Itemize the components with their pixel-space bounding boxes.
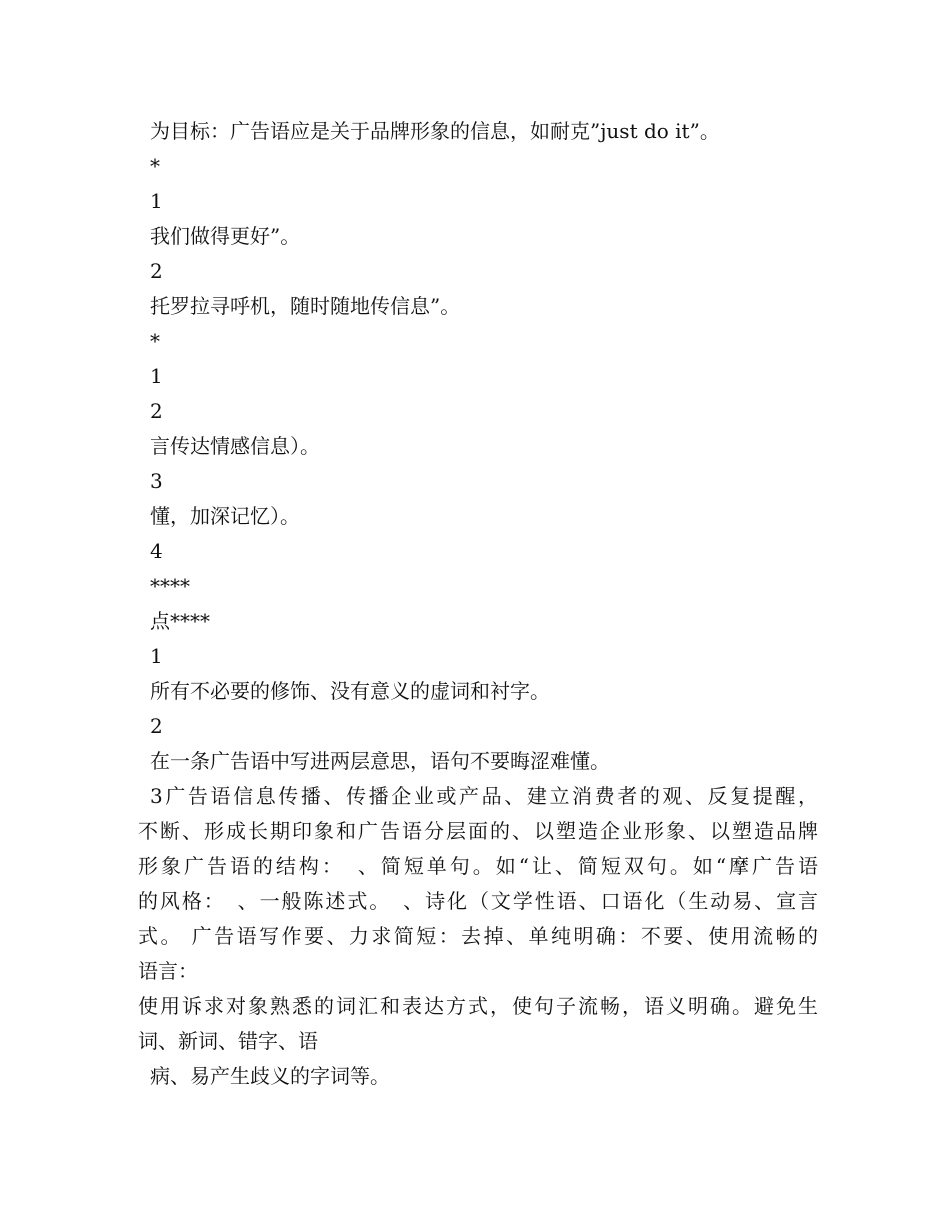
text-line: 2 [150,399,163,423]
text-line: 托罗拉寻呼机，随时随地传信息”。 [150,294,461,318]
text-line: 言传达情感信息）。 [150,434,320,458]
text-line: 病、易产生歧义的字词等。 [150,1064,390,1088]
text-line: 1 [150,189,163,213]
text-line: **** [150,574,190,598]
text-line: 3广告语信息传播、传播企业或产品、建立消费者的观、反复提醒， [150,784,818,808]
text-line: * [150,154,160,178]
text-line: 所有不必要的修饰、没有意义的虚词和衬字。 [150,679,550,703]
text-line: 点**** [150,609,210,633]
text-line: 2 [150,259,163,283]
text-line: 4 [150,539,163,563]
text-line: 懂，加深记忆）。 [150,504,300,528]
text-line: 我们做得更好”。 [150,224,301,248]
text-line: 词、新词、错字、语 [138,1029,318,1053]
text-line: 语言： [138,959,198,983]
text-line: 使用诉求对象熟悉的词汇和表达方式，使句子流畅，语义明确。避免生 [138,994,818,1018]
text-line: 1 [150,364,163,388]
text-line: 2 [150,714,163,738]
text-line: 3 [150,469,163,493]
text-line: 为目标：广告语应是关于品牌形象的信息，如耐克”just do it”。 [150,119,720,143]
text-line: 形象广告语的结构： 、简短单句。如“让、简短双句。如“摩广告语 [138,854,818,878]
text-line: 在一条广告语中写进两层意思，语句不要晦涩难懂。 [150,749,610,773]
text-line: 式。 广告语写作要、力求简短：去掉、单纯明确：不要、使用流畅的 [138,924,818,948]
text-line: * [150,329,160,353]
text-line: 不断、形成长期印象和广告语分层面的、以塑造企业形象、以塑造品牌 [138,819,818,843]
text-line: 1 [150,644,163,668]
text-line: 的风格： 、一般陈述式。 、诗化（文学性语、口语化（生动易、宣言 [138,889,818,913]
